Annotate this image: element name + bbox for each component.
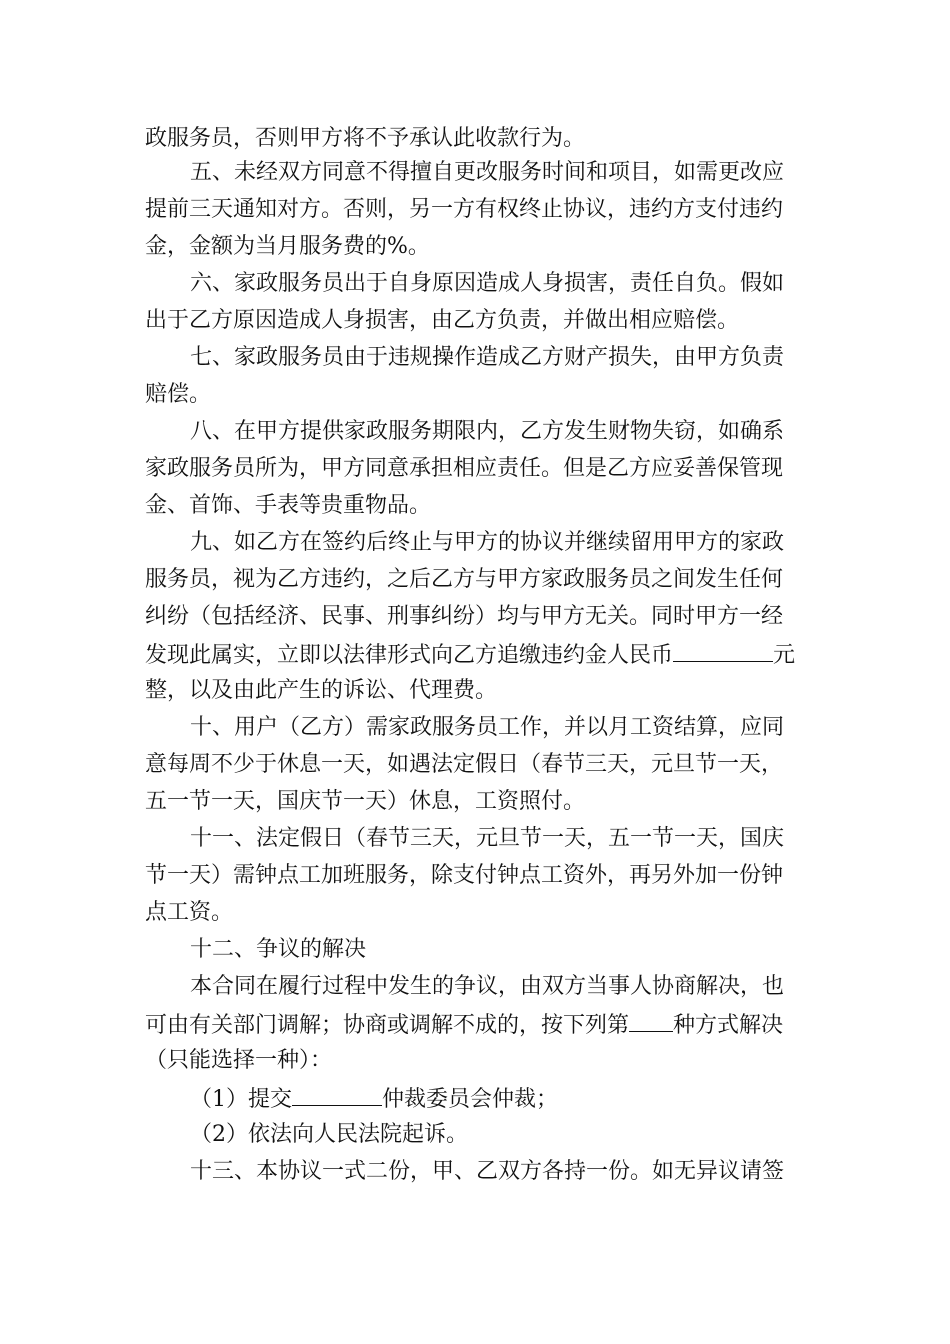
line-text: （1）提交	[190, 1087, 292, 1112]
line-text: 纠纷（包括经济、民事、刑事纠纷）均与甲方无关。同时甲方一经	[145, 604, 784, 629]
text-line	[0, 602, 950, 632]
penalty-amount-blank	[673, 639, 773, 662]
line-text: 十、用户（乙方）需家政服务员工作，并以月工资结算，应同	[190, 715, 785, 740]
line-text: 可由有关部门调解；协商或调解不成的，按下列第	[145, 1013, 630, 1038]
line-text: 十二、争议的解决	[190, 937, 367, 962]
line-text: 政服务员，否则甲方将不予承认此收款行为。	[145, 126, 586, 151]
line-text: 本合同在履行过程中发生的争议，由双方当事人协商解决，也	[190, 974, 785, 999]
line-text: 元	[773, 643, 796, 668]
arbitration-commission-blank	[292, 1083, 382, 1106]
text-line	[0, 639, 950, 671]
line-text: 九、如乙方在签约后终止与甲方的协议并继续留用甲方的家政	[190, 530, 785, 555]
text-line	[0, 676, 950, 706]
line-text: 服务员，视为乙方违约，之后乙方与甲方家政服务员之间发生任何	[145, 567, 784, 592]
paragraph-13-line	[0, 1157, 950, 1187]
text-line	[0, 195, 950, 225]
line-text: 点工资。	[145, 900, 234, 925]
method-number-blank	[629, 1009, 673, 1032]
line-text: 节一天）需钟点工加班服务，除支付钟点工资外，再另外加一份钟	[145, 863, 784, 888]
line-text: （只能选择一种）：	[145, 1048, 333, 1073]
line-text: （2）依法向人民法院起诉。	[190, 1122, 468, 1147]
text-line	[0, 861, 950, 891]
option-2-line	[0, 1120, 950, 1150]
line-text: 五一节一天，国庆节一天）休息，工资照付。	[145, 789, 586, 814]
line-text: 金，金额为当月服务费的%。	[145, 234, 430, 259]
line-text: 发现此属实，立即以法律形式向乙方追缴违约金人民币	[145, 643, 674, 668]
line-text: 出于乙方原因造成人身损害，由乙方负责，并做出相应赔偿。	[145, 308, 740, 333]
line-text: 七、家政服务员由于违规操作造成乙方财产损失，由甲方负责	[190, 345, 785, 370]
text-line	[0, 124, 950, 154]
line-text: 仲裁委员会仲裁；	[382, 1087, 559, 1112]
paragraph-11-line	[0, 824, 950, 854]
line-text: 意每周不少于休息一天，如遇法定假日（春节三天，元旦节一天，	[145, 752, 784, 777]
text-line	[0, 898, 950, 928]
paragraph-7-line	[0, 343, 950, 373]
text-line	[0, 750, 950, 780]
line-text: 五、未经双方同意不得擅自更改服务时间和项目，如需更改应	[190, 160, 785, 185]
line-text: 十三、本协议一式二份，甲、乙双方各持一份。如无异议请签	[190, 1159, 785, 1184]
section-12-heading	[0, 935, 950, 965]
text-line	[0, 565, 950, 595]
option-1-line	[0, 1083, 950, 1115]
line-text: 十一、法定假日（春节三天，元旦节一天，五一节一天，国庆	[190, 826, 785, 851]
dispute-paragraph-line	[0, 972, 950, 1002]
text-line	[0, 306, 950, 336]
text-line	[0, 380, 950, 410]
paragraph-6-line	[0, 269, 950, 299]
line-text: 家政服务员所为，甲方同意承担相应责任。但是乙方应妥善保管现	[145, 456, 784, 481]
text-line	[0, 454, 950, 484]
line-text: 六、家政服务员出于自身原因造成人身损害，责任自负。假如	[190, 271, 785, 296]
text-line	[0, 1009, 950, 1041]
paragraph-10-line	[0, 713, 950, 743]
paragraph-8-line	[0, 417, 950, 447]
text-line	[0, 1046, 950, 1076]
line-text: 提前三天通知对方。否则，另一方有权终止协议，违约方支付违约	[145, 197, 784, 222]
text-line	[0, 787, 950, 817]
paragraph-5-line	[0, 158, 950, 188]
line-text: 整，以及由此产生的诉讼、代理费。	[145, 678, 498, 703]
text-line	[0, 491, 950, 521]
line-text: 种方式解决	[673, 1013, 784, 1038]
line-text: 赔偿。	[145, 382, 212, 407]
line-text: 金、首饰、手表等贵重物品。	[145, 493, 432, 518]
paragraph-9-line	[0, 528, 950, 558]
line-text: 八、在甲方提供家政服务期限内，乙方发生财物失窃，如确系	[190, 419, 785, 444]
text-line	[0, 232, 950, 262]
